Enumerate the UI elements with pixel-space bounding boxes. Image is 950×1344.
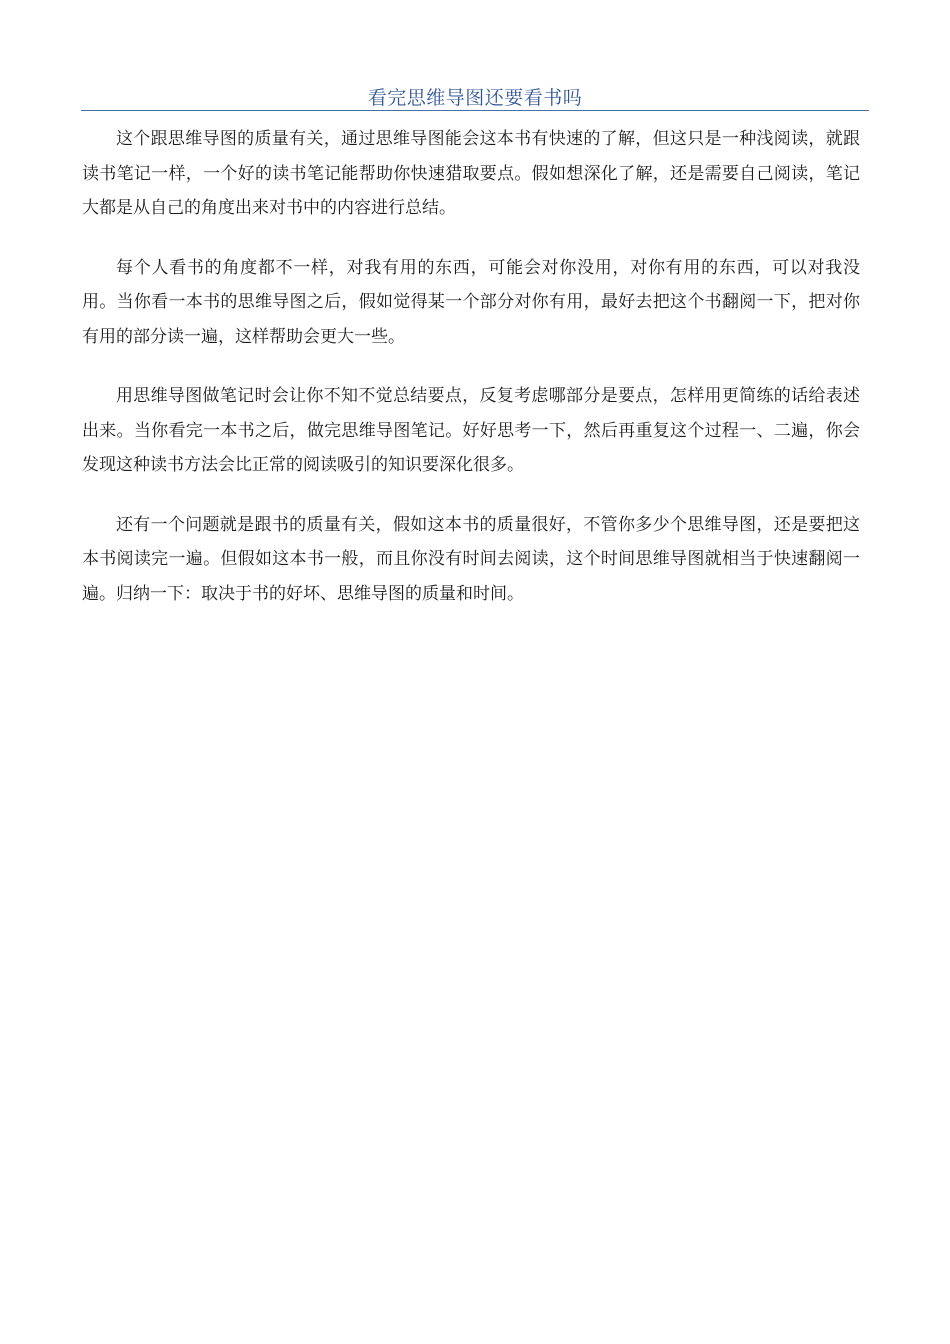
paragraph-2: 每个人看书的角度都不一样，对我有用的东西，可能会对你没用，对你有用的东西，可以对我没用。当你看一本书的思维导图之后，假如觉得某一个部分对你有用，最好去把这个书翻阅一下，把对你有用的部分读一遍，这样帮助会更大一些。: [82, 257, 860, 347]
paragraph-1: 这个跟思维导图的质量有关，通过思维导图能会这本书有快速的了解，但这只是一种浅阅读，就跟读书笔记一样，一个好的读书笔记能帮助你快速猎取要点。假如想深化了解，还是需要自己阅读，笔记大都是从自己的角度出来对书中的内容进行总结。: [82, 129, 860, 218]
document-body: [82, 122, 860, 636]
paragraph-3: 用思维导图做笔记时会让你不知不觉总结要点，反复考虑哪部分是要点，怎样用更简练的话给表述出来。当你看完一本书之后，做完思维导图笔记。好好思考一下，然后再重复这个过程一、二遍，你会发现这种读书方法会比正常的阅读吸引的知识要深化很多。: [82, 386, 860, 475]
page-header: [81, 80, 869, 111]
paragraph-4: 还有一个问题就是跟书的质量有关，假如这本书的质量很好，不管你多少个思维导图，还是要把这本书阅读完一遍。但假如这本书一般，而且你没有时间去阅读，这个时间思维导图就相当于快速翻阅一遍。归纳一下：取决于书的好坏、思维导图的质量和时间。: [82, 514, 860, 604]
page-title: 看完思维导图还要看书吗: [367, 87, 583, 109]
